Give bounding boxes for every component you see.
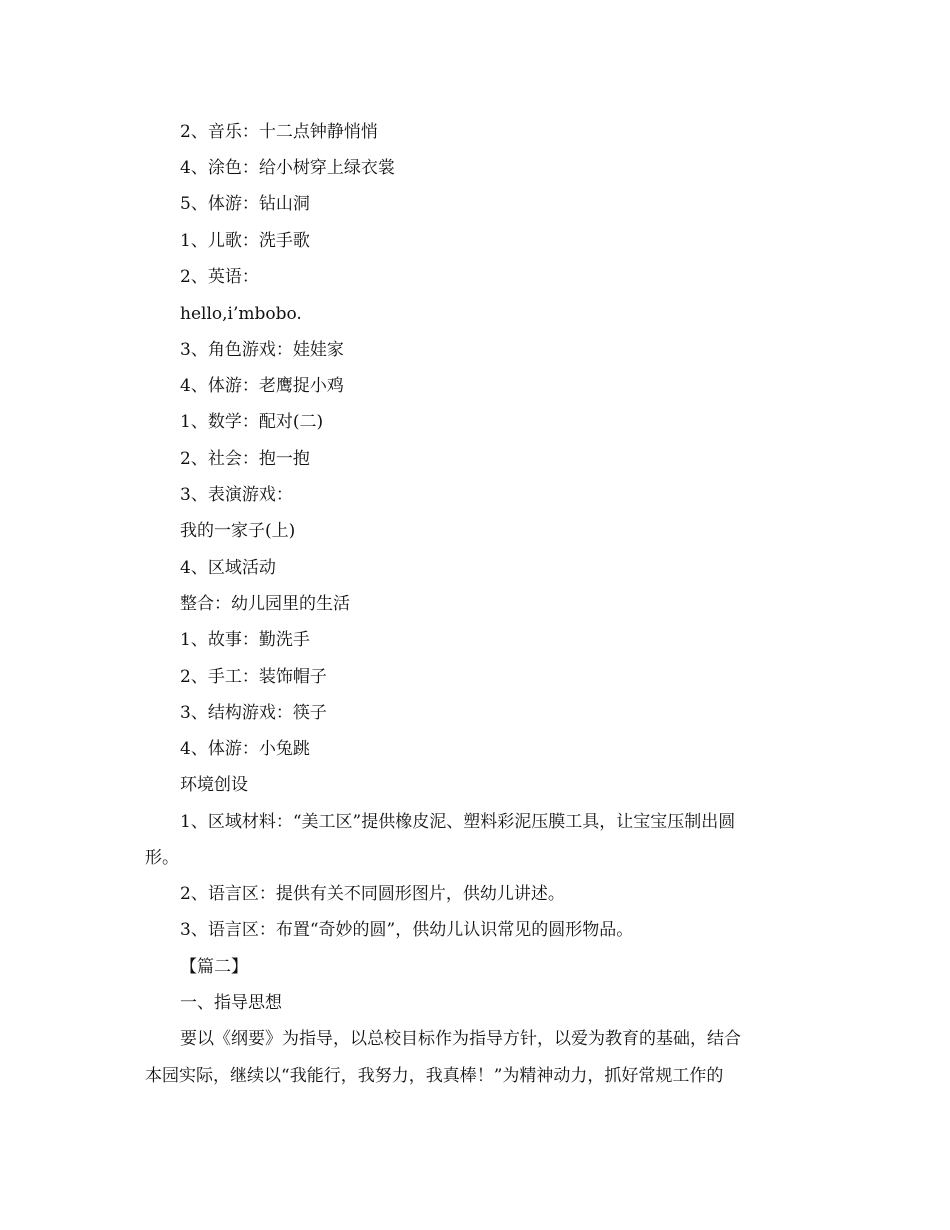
text-line: 2、手工：装饰帽子 bbox=[180, 667, 327, 687]
text-line: 我的一家子(上) bbox=[180, 521, 296, 541]
text-line: 要以《纲要》为指导，以总校目标作为指导方针，以爱为教育的基础，结合 bbox=[180, 1029, 741, 1049]
text-line: 4、体游：老鹰捉小鸡 bbox=[180, 376, 344, 396]
text-line: 本园实际，继续以“我能行，我努力，我真棒！”为精神动力，抓好常规工作的 bbox=[145, 1066, 724, 1086]
text-line: 2、音乐：十二点钟静悄悄 bbox=[180, 122, 378, 142]
text-line: 1、故事：勤洗手 bbox=[180, 630, 310, 650]
text-line: 4、体游：小兔跳 bbox=[180, 739, 310, 759]
section-heading: 一、指导思想 bbox=[180, 993, 282, 1013]
text-line: 4、区域活动 bbox=[180, 558, 276, 578]
text-line: 3、结构游戏：筷子 bbox=[180, 703, 327, 723]
text-line: 1、数学：配对(二) bbox=[180, 412, 324, 432]
section-heading: 【篇二】 bbox=[180, 957, 248, 977]
text-line: 3、角色游戏：娃娃家 bbox=[180, 340, 344, 360]
text-line: 2、社会：抱一抱 bbox=[180, 449, 310, 469]
text-line: hello,i’mbobo. bbox=[180, 304, 302, 324]
text-line: 3、语言区：布置“奇妙的圆”，供幼儿认识常见的圆形物品。 bbox=[180, 920, 634, 940]
text-line: 3、表演游戏： bbox=[180, 485, 293, 505]
text-line: 1、区域材料：“美工区”提供橡皮泥、塑料彩泥压膜工具，让宝宝压制出圆 bbox=[180, 812, 736, 832]
text-line: 1、儿歌：洗手歌 bbox=[180, 231, 310, 251]
text-line: 5、体游：钻山洞 bbox=[180, 194, 310, 214]
text-line: 2、语言区：提供有关不同圆形图片，供幼儿讲述。 bbox=[180, 884, 565, 904]
text-line: 4、涂色：给小树穿上绿衣裳 bbox=[180, 158, 395, 178]
text-line: 整合：幼儿园里的生活 bbox=[180, 594, 350, 614]
section-heading: 环境创设 bbox=[180, 775, 248, 795]
text-line: 2、英语： bbox=[180, 267, 259, 287]
text-line: 形。 bbox=[145, 848, 179, 868]
